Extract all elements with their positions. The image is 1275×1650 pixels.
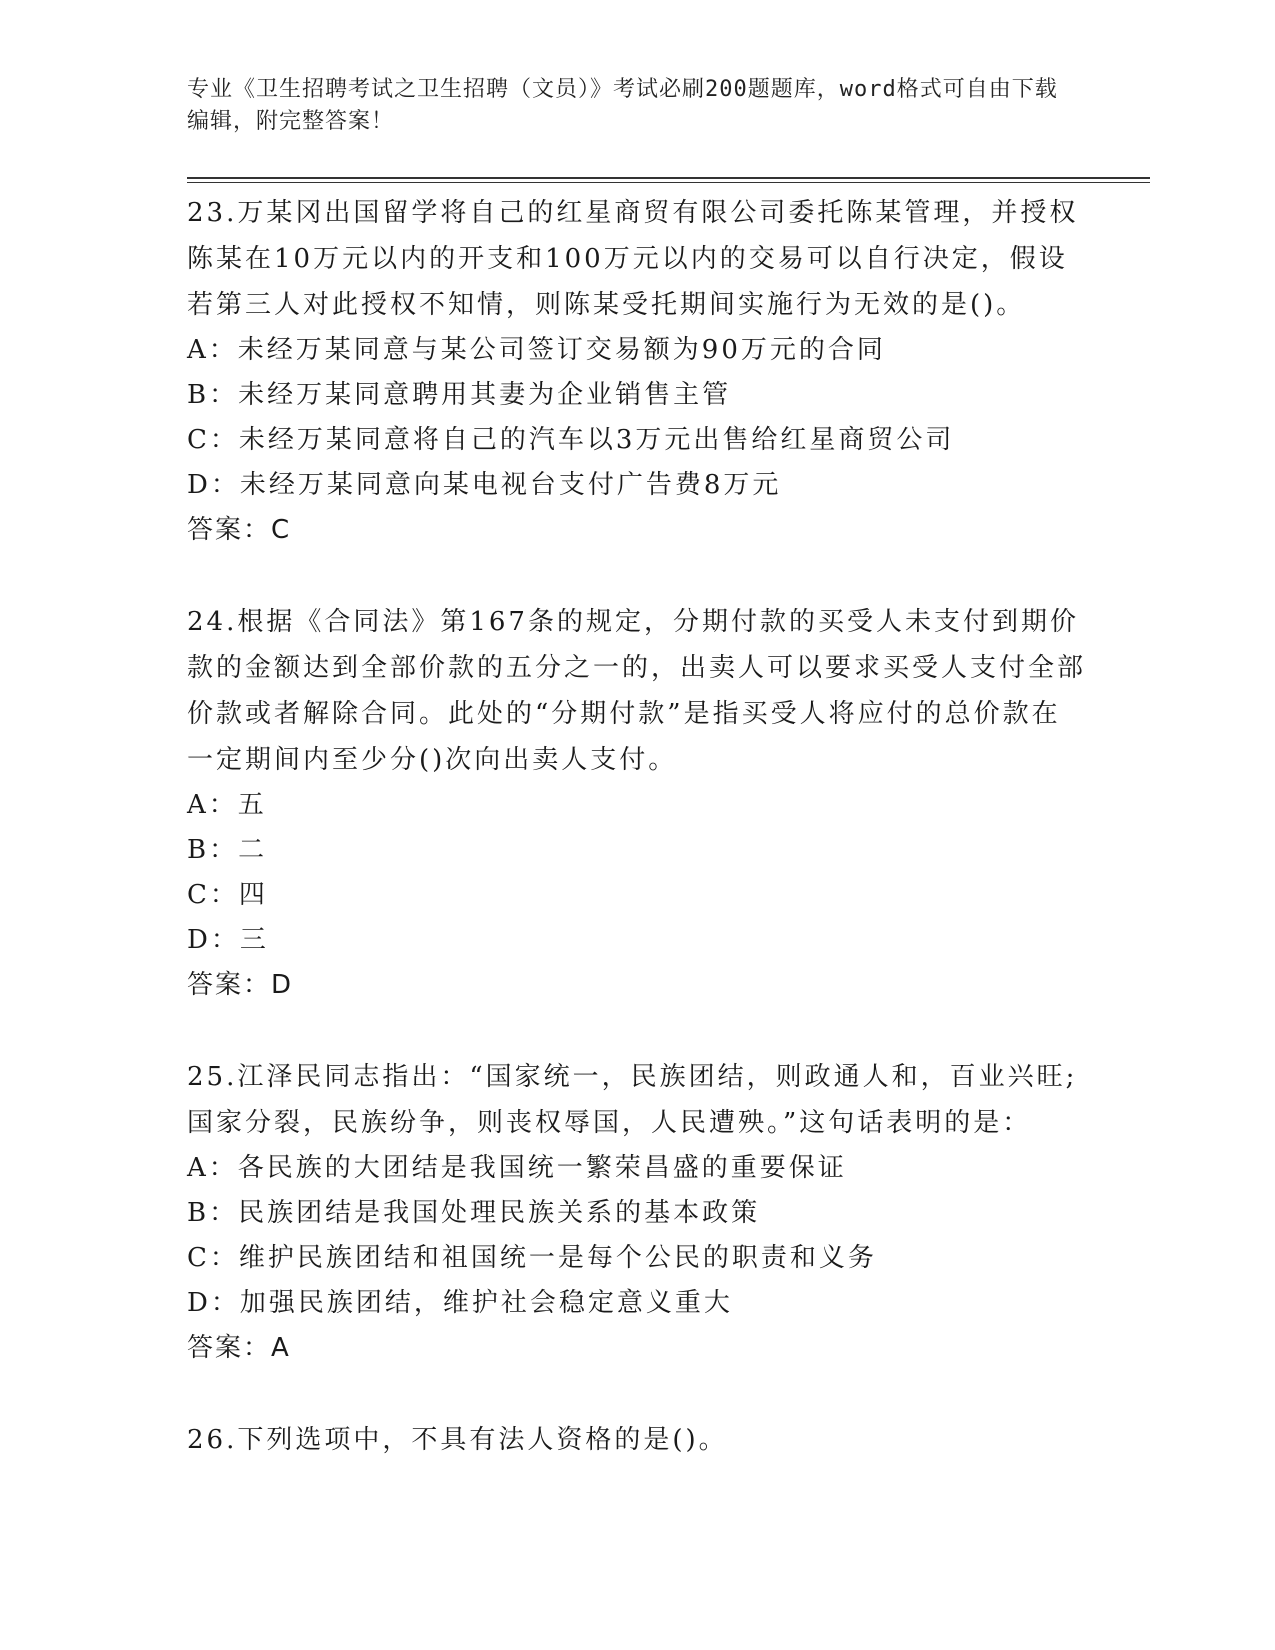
option-b: B：未经万某同意聘用其妻为企业销售主管 [187, 380, 732, 410]
header-rule-thin [187, 182, 1150, 183]
option-d: D：加强民族团结，维护社会稳定意义重大 [187, 1288, 733, 1318]
answer-line: 答案：C [187, 515, 292, 545]
option-c: C：维护民族团结和祖国统一是每个公民的职责和义务 [187, 1243, 877, 1273]
option-a: A：未经万某同意与某公司签订交易额为90万元的合同 [187, 335, 886, 365]
question-text: 23.万某冈出国留学将自己的红星商贸有限公司委托陈某管理，并授权陈某在10万元以内的开支和100万元以内的交易可以自行决定，假设若第三人对此授权不知情，则陈某受托期间实施行为无效的是()。 [187, 198, 1079, 320]
answer-line: 答案：D [187, 970, 294, 1000]
answer-line: 答案：A [187, 1333, 291, 1363]
question-text: 25.江泽民同志指出：“国家统一，民族团结，则政通人和，百业兴旺;国家分裂，民族纷争，则丧权辱国，人民遭殃。”这句话表明的是： [187, 1062, 1078, 1138]
question-text: 24.根据《合同法》第167条的规定，分期付款的买受人未支付到期价款的金额达到全部价款的五分之一的，出卖人可以要求买受人支付全部价款或者解除合同。此处的“分期付款”是指买受人将应付的总价款在一定期间内至少分()次向出卖人支付。 [187, 607, 1087, 775]
question-list [187, 190, 1087, 1463]
question-26 [187, 1417, 1087, 1463]
page-header: 专业《卫生招聘考试之卫生招聘（文员）》考试必刷200题题库，word格式可自由下载编辑，附完整答案！ [187, 77, 1058, 134]
question-text: 26.下列选项中，不具有法人资格的是()。 [187, 1425, 728, 1455]
option-a: A：各民族的大团结是我国统一繁荣昌盛的重要保证 [187, 1153, 847, 1183]
option-b: B：民族团结是我国处理民族关系的基本政策 [187, 1198, 761, 1228]
option-b: B：二 [187, 835, 268, 865]
option-c: C：四 [187, 880, 268, 910]
option-d: D：未经万某同意向某电视台支付广告费8万元 [187, 470, 782, 500]
question-25 [187, 1054, 1087, 1371]
question-23 [187, 190, 1087, 553]
option-d: D：三 [187, 925, 269, 955]
option-c: C：未经万某同意将自己的汽车以3万元出售给红星商贸公司 [187, 425, 955, 455]
option-a: A：五 [187, 790, 267, 820]
question-24 [187, 599, 1087, 1008]
header-rule [187, 177, 1150, 179]
